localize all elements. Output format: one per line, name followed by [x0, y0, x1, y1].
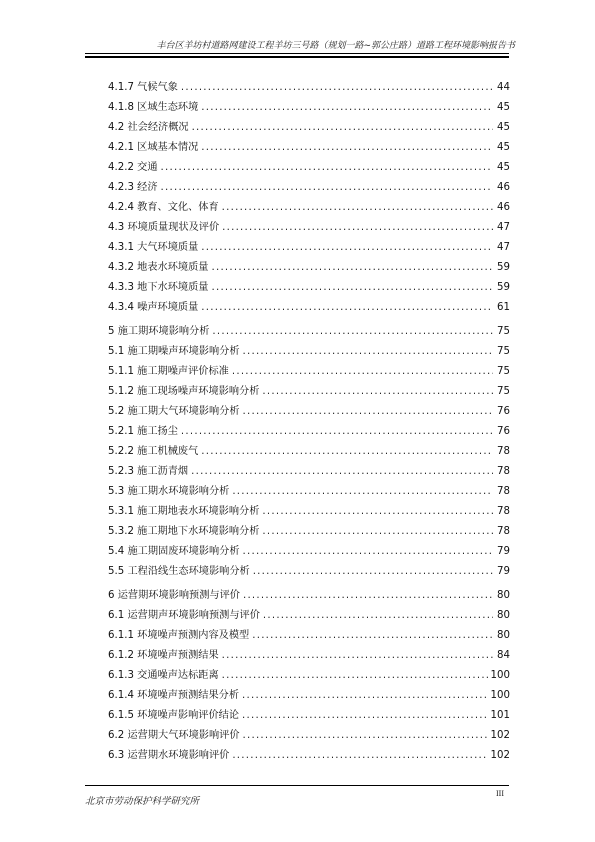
toc-dot-leader: [212, 322, 493, 342]
toc-entry-page: 46: [497, 182, 510, 193]
toc-entry[interactable]: [108, 258, 510, 278]
toc-entry-title: 5.2.2 施工机械废气: [108, 446, 199, 457]
toc-dot-leader: [211, 278, 493, 298]
toc-entry[interactable]: [108, 686, 510, 706]
toc-entry-page: 46: [497, 202, 510, 213]
toc-dot-leader: [232, 482, 493, 502]
header-rule-thin: [85, 53, 509, 54]
toc-entry-title: 4.2.4 教育、文化、体育: [108, 202, 219, 213]
toc-dot-leader: [242, 706, 488, 726]
toc-entry-page: 75: [497, 346, 510, 357]
toc-dot-leader: [201, 98, 493, 118]
toc-entry[interactable]: [108, 726, 510, 746]
toc-entry-title: 6.1.3 交通噪声达标距离: [108, 670, 219, 681]
toc-dot-leader: [243, 586, 493, 606]
toc-entry-title: 5.3.2 施工期地下水环境影响分析: [108, 526, 260, 537]
toc-entry-page: 78: [497, 526, 510, 537]
toc-entry[interactable]: [108, 158, 510, 178]
toc-dot-leader: [192, 118, 493, 138]
toc-entry-page: 100: [490, 670, 510, 681]
toc-entry-title: 4.1.8 区域生态环境: [108, 102, 199, 113]
toc-entry-page: 79: [497, 546, 510, 557]
toc-entry-title: 6.1.5 环境噪声影响评价结论: [108, 710, 240, 721]
toc-entry[interactable]: [108, 502, 510, 522]
toc-entry[interactable]: [108, 198, 510, 218]
toc-entry-title: 5.1.2 施工现场噪声环境影响分析: [108, 386, 260, 397]
toc-entry-title: 5 施工期环境影响分析: [108, 326, 210, 337]
toc-entry-title: 5.2.1 施工扬尘: [108, 426, 178, 437]
toc-entry-page: 45: [497, 122, 510, 133]
toc-entry-title: 5.3.1 施工期地表水环境影响分析: [108, 506, 260, 517]
toc-entry-title: 4.2 社会经济概况: [108, 122, 189, 133]
toc-entry-title: 5.1.1 施工期噪声评价标准: [108, 366, 229, 377]
toc-dot-leader: [161, 178, 493, 198]
footer-rule: [85, 785, 509, 786]
toc-entry-title: 6.3 运营期水环境影响评价: [108, 750, 230, 761]
toc-dot-leader: [222, 666, 488, 686]
toc-entry-title: 4.3.1 大气环境质量: [108, 242, 199, 253]
toc-entry-page: 102: [490, 730, 510, 741]
toc-dot-leader: [262, 502, 493, 522]
toc-entry[interactable]: [108, 462, 510, 482]
toc-entry-title: 4.3.4 噪声环境质量: [108, 302, 199, 313]
toc-entry-page: 78: [497, 466, 510, 477]
toc-entry-title: 5.4 施工期固废环境影响分析: [108, 546, 240, 557]
toc-entry-page: 59: [497, 262, 510, 273]
toc-dot-leader: [253, 562, 493, 582]
toc-entry-title: 4.2.2 交通: [108, 162, 158, 173]
toc-dot-leader: [232, 362, 493, 382]
toc-entry-page: 75: [497, 326, 510, 337]
toc-entry[interactable]: [108, 422, 510, 442]
toc-entry[interactable]: [108, 362, 510, 382]
toc-dot-leader: [262, 382, 493, 402]
toc-entry[interactable]: [108, 278, 510, 298]
toc-dot-leader: [243, 542, 493, 562]
toc-entry[interactable]: [108, 586, 510, 606]
table-of-contents: [108, 78, 510, 766]
toc-entry-page: 47: [497, 222, 510, 233]
toc-dot-leader: [243, 726, 488, 746]
toc-entry-title: 4.3.2 地表水环境质量: [108, 262, 209, 273]
toc-entry[interactable]: [108, 78, 510, 98]
toc-entry-title: 5.1 施工期噪声环境影响分析: [108, 346, 240, 357]
toc-entry-page: 80: [497, 610, 510, 621]
toc-dot-leader: [201, 238, 493, 258]
toc-entry[interactable]: [108, 382, 510, 402]
header-rule-thick: [85, 56, 509, 58]
toc-entry[interactable]: [108, 706, 510, 726]
toc-dot-leader: [191, 462, 493, 482]
toc-dot-leader: [243, 402, 493, 422]
toc-entry[interactable]: [108, 298, 510, 318]
toc-entry[interactable]: [108, 666, 510, 686]
toc-entry-title: 4.1.7 气候气象: [108, 82, 178, 93]
toc-entry-page: 75: [497, 366, 510, 377]
toc-entry-page: 80: [497, 590, 510, 601]
toc-entry-page: 44: [497, 82, 510, 93]
toc-entry-title: 5.5 工程沿线生态环境影响分析: [108, 566, 250, 577]
toc-entry-title: 6.1.1 环境噪声预测内容及模型: [108, 630, 250, 641]
toc-dot-leader: [252, 626, 493, 646]
toc-entry[interactable]: [108, 118, 510, 138]
toc-entry-page: 101: [490, 710, 510, 721]
toc-entry-title: 4.3 环境质量现状及评价: [108, 222, 220, 233]
toc-entry-page: 79: [497, 566, 510, 577]
footer-organization: 北京市劳动保护科学研究所: [85, 796, 200, 807]
toc-entry[interactable]: [108, 342, 510, 362]
toc-entry-page: 45: [497, 142, 510, 153]
toc-entry[interactable]: [108, 218, 510, 238]
page-number: III: [496, 789, 504, 798]
toc-entry-page: 78: [497, 486, 510, 497]
toc-entry-page: 76: [497, 406, 510, 417]
toc-entry-page: 45: [497, 162, 510, 173]
toc-entry-title: 6.1 运营期声环境影响预测与评价: [108, 610, 260, 621]
toc-dot-leader: [201, 442, 493, 462]
toc-dot-leader: [201, 298, 493, 318]
toc-dot-leader: [201, 138, 493, 158]
toc-entry[interactable]: [108, 402, 510, 422]
toc-entry-page: 45: [497, 102, 510, 113]
toc-dot-leader: [243, 342, 493, 362]
toc-entry-page: 78: [497, 506, 510, 517]
toc-entry-title: 6 运营期环境影响预测与评价: [108, 590, 240, 601]
toc-entry-title: 4.3.3 地下水环境质量: [108, 282, 209, 293]
toc-entry[interactable]: [108, 646, 510, 666]
toc-dot-leader: [181, 422, 493, 442]
toc-dot-leader: [262, 522, 493, 542]
toc-entry-page: 102: [490, 750, 510, 761]
toc-entry-page: 80: [497, 630, 510, 641]
toc-dot-leader: [222, 198, 493, 218]
toc-entry-page: 76: [497, 426, 510, 437]
toc-entry[interactable]: [108, 626, 510, 646]
toc-dot-leader: [222, 218, 493, 238]
toc-entry-page: 75: [497, 386, 510, 397]
toc-dot-leader: [232, 746, 487, 766]
toc-entry[interactable]: [108, 562, 510, 582]
toc-entry-page: 47: [497, 242, 510, 253]
toc-entry[interactable]: [108, 606, 510, 626]
toc-entry-title: 6.1.2 环境噪声预测结果: [108, 650, 219, 661]
toc-entry-title: 5.3 施工期水环境影响分析: [108, 486, 230, 497]
toc-entry[interactable]: [108, 322, 510, 342]
toc-entry-title: 4.2.3 经济: [108, 182, 158, 193]
toc-dot-leader: [181, 78, 493, 98]
toc-entry-page: 59: [497, 282, 510, 293]
toc-entry[interactable]: [108, 238, 510, 258]
toc-dot-leader: [242, 686, 488, 706]
toc-entry[interactable]: [108, 98, 510, 118]
toc-entry-title: 5.2.3 施工沥青烟: [108, 466, 189, 477]
toc-entry[interactable]: [108, 746, 510, 766]
toc-entry-title: 5.2 施工期大气环境影响分析: [108, 406, 240, 417]
toc-entry-title: 6.1.4 环境噪声预测结果分析: [108, 690, 240, 701]
toc-entry-page: 100: [490, 690, 510, 701]
toc-entry[interactable]: [108, 522, 510, 542]
toc-entry-page: 78: [497, 446, 510, 457]
toc-entry-title: 4.2.1 区域基本情况: [108, 142, 199, 153]
toc-dot-leader: [161, 158, 493, 178]
toc-entry-page: 61: [497, 302, 510, 313]
toc-dot-leader: [211, 258, 493, 278]
toc-entry[interactable]: [108, 542, 510, 562]
header-title: 丰台区羊坊村道路网建设工程羊坊三号路（规划一路~郭公庄路）道路工程环境影响报告书: [156, 41, 515, 51]
toc-entry-page: 84: [497, 650, 510, 661]
toc-entry[interactable]: [108, 178, 510, 198]
toc-entry[interactable]: [108, 442, 510, 462]
toc-entry-title: 6.2 运营期大气环境影响评价: [108, 730, 240, 741]
toc-dot-leader: [222, 646, 493, 666]
toc-entry[interactable]: [108, 138, 510, 158]
toc-dot-leader: [263, 606, 493, 626]
toc-entry[interactable]: [108, 482, 510, 502]
